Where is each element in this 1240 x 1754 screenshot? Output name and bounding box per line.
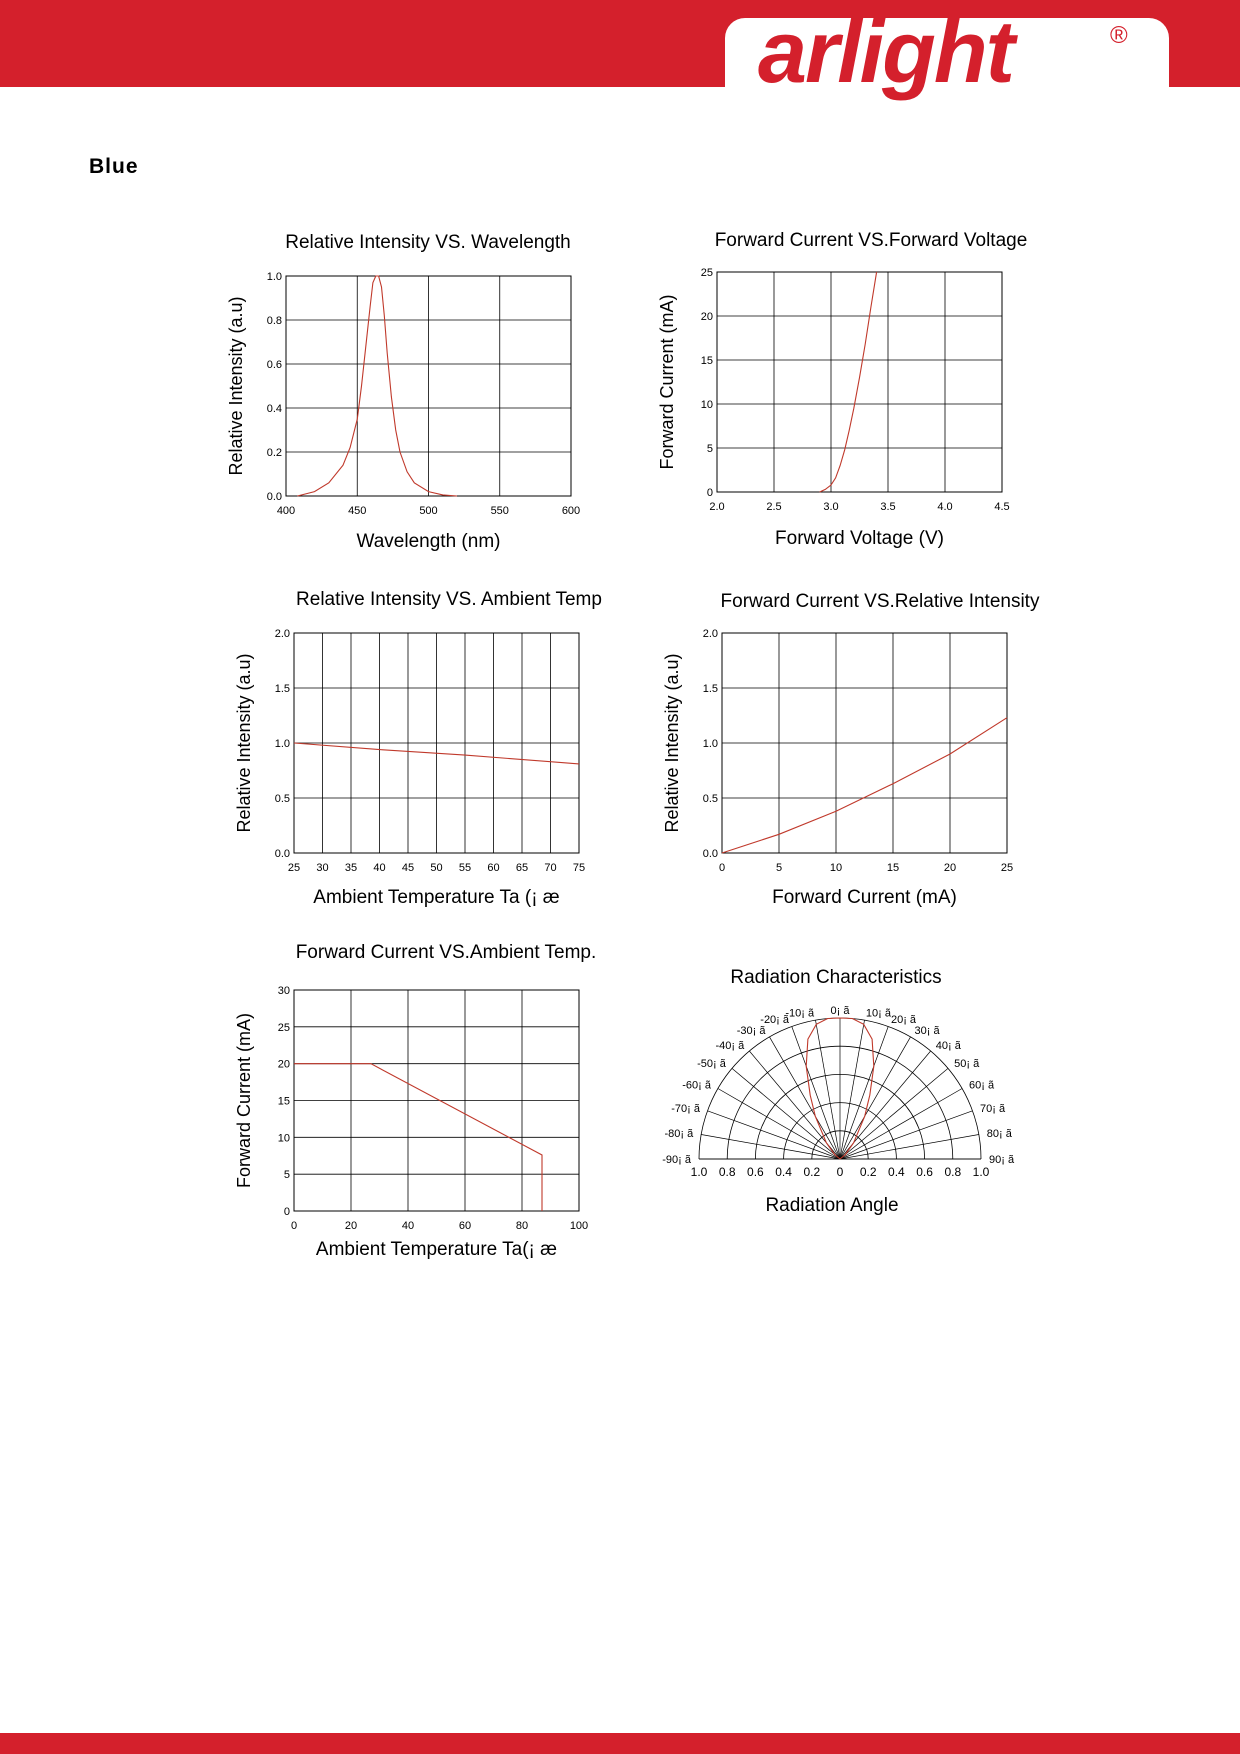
iv-series-line: [820, 272, 877, 492]
radiation-angle-label: 0¡ ã: [830, 1005, 850, 1017]
temp_intensity-xtick-label: 50: [430, 862, 443, 874]
temp_intensity-xtick-label: 25: [287, 862, 301, 874]
temp_intensity-xtick-label: 75: [572, 862, 586, 874]
wavelength-ytick-label: 0.4: [266, 403, 282, 415]
temp_intensity-xtick-label: 35: [344, 862, 358, 874]
wavelength-xtick-label: 400: [276, 505, 296, 517]
derating-xtick-label: 20: [344, 1220, 358, 1232]
radiation-title: Radiation Characteristics: [730, 967, 942, 988]
current_intensity-xtick-label: 5: [775, 862, 783, 874]
temp_intensity-ylabel: Relative Intensity (a.u): [234, 653, 254, 833]
iv-title: Forward Current VS.Forward Voltage: [714, 230, 1028, 251]
iv-ytick-label: 0: [706, 487, 713, 499]
wavelength-title: Relative Intensity VS. Wavelength: [285, 232, 571, 253]
current_intensity-series-line: [722, 718, 1007, 853]
iv-xtick-label: 2.0: [709, 501, 725, 513]
iv-xlabel: Forward Voltage (V): [775, 528, 944, 549]
temp_intensity-ytick-label: 2.0: [274, 628, 290, 640]
derating-xtick-label: 60: [458, 1220, 472, 1232]
current_intensity-xtick-label: 20: [943, 862, 957, 874]
radiation-angle-label: 50¡ ã: [954, 1058, 980, 1071]
radiation-angle-label: 90¡ ã: [989, 1154, 1015, 1166]
current_intensity-xtick-label: 15: [886, 862, 900, 874]
iv-xtick-label: 4.0: [937, 501, 953, 513]
wavelength-xtick-label: 550: [490, 505, 509, 517]
current_intensity-title: Forward Current VS.Relative Intensity: [720, 591, 1040, 612]
radiation-angle-label: -20¡ ã: [760, 1013, 790, 1026]
radiation-radial-label: 0.8: [718, 1165, 736, 1179]
radiation-angle-label: -40¡ ã: [715, 1039, 745, 1052]
derating-ytick-label: 0: [283, 1206, 290, 1218]
radiation-angle-label: 60¡ ã: [969, 1079, 995, 1092]
radiation-angle-label: -10¡ ã: [785, 1007, 815, 1020]
derating-ylabel: Forward Current (mA): [234, 1012, 254, 1189]
derating-title: Forward Current VS.Ambient Temp.: [295, 942, 597, 963]
iv-ytick-label: 25: [700, 267, 713, 279]
radiation-angle-label: -60¡ ã: [682, 1079, 711, 1092]
radiation-angle-label: 20¡ ã: [890, 1013, 917, 1026]
radiation-radial-label: 1.0: [972, 1165, 990, 1179]
radiation-angle-label: -90¡ ã: [662, 1154, 691, 1166]
wavelength-ytick-label: 0.8: [266, 315, 282, 327]
iv-ytick-label: 20: [700, 311, 713, 323]
temp_intensity-xtick-label: 65: [515, 862, 529, 874]
radiation-radial-label: 0.2: [859, 1165, 877, 1179]
temp_intensity-xtick-label: 70: [544, 862, 557, 874]
derating-ytick-label: 25: [277, 1021, 290, 1034]
derating-xtick-label: 0: [290, 1220, 298, 1232]
derating-ytick-label: 5: [283, 1169, 290, 1182]
radiation-radial-label: 0.4: [888, 1165, 905, 1179]
temp_intensity-title: Relative Intensity VS. Ambient Temp: [296, 589, 602, 610]
radiation-angle-label: 30¡ ã: [914, 1024, 940, 1037]
radiation-radial-label: 1.0: [690, 1165, 708, 1179]
derating-xlabel: Ambient Temperature Ta(¡ æ: [315, 1239, 558, 1260]
wavelength-ylabel: Relative Intensity (a.u): [226, 296, 246, 476]
iv-ytick-label: 10: [700, 399, 713, 411]
section-title: Blue: [89, 155, 139, 178]
radiation-angle-label: -30¡ ã: [736, 1024, 766, 1037]
temp_intensity-ytick-label: 1.0: [274, 738, 290, 750]
iv-ytick-label: 5: [706, 443, 713, 455]
current_intensity-ytick-label: 0.5: [702, 793, 718, 805]
current_intensity-ylabel: Relative Intensity (a.u): [662, 653, 682, 833]
wavelength-xtick-label: 450: [348, 505, 367, 517]
radiation-radial-label: 0: [836, 1165, 844, 1179]
current_intensity-ytick-label: 1.5: [702, 683, 718, 695]
derating-ytick-label: 10: [277, 1132, 290, 1145]
wavelength-xlabel: Wavelength (nm): [356, 531, 501, 552]
wavelength-series-line: [297, 276, 457, 496]
temp_intensity-xtick-label: 30: [316, 862, 329, 874]
radiation-angle-label: -50¡ ã: [697, 1058, 726, 1071]
iv-ylabel: Forward Current (mA): [657, 294, 677, 470]
wavelength-xtick-label: 600: [561, 505, 581, 517]
current_intensity-ytick-label: 0.0: [702, 848, 718, 860]
current_intensity-ytick-label: 2.0: [702, 628, 718, 640]
radiation-radial-label: 0.6: [747, 1165, 764, 1179]
temp_intensity-xtick-label: 40: [373, 862, 386, 874]
derating-xtick-label: 40: [401, 1220, 415, 1232]
brand-logo: arlight: [758, 2, 1013, 101]
temp_intensity-xlabel: Ambient Temperature Ta (¡ æ: [313, 887, 560, 908]
radiation-angle-label: 80¡ ã: [986, 1128, 1012, 1141]
derating-xtick-label: 100: [569, 1220, 589, 1232]
current_intensity-ytick-label: 1.0: [702, 738, 718, 750]
radiation-angle-label: -80¡ ã: [664, 1128, 694, 1141]
derating-ytick-label: 30: [277, 985, 290, 997]
current_intensity-xlabel: Forward Current (mA): [772, 887, 957, 908]
footer-band: [0, 1733, 1240, 1754]
radiation-angle-label: 70¡ ã: [980, 1103, 1006, 1116]
derating-ytick-label: 15: [277, 1095, 290, 1108]
current_intensity-xtick-label: 25: [1000, 862, 1014, 874]
iv-plot-frame: [717, 272, 1002, 492]
temp_intensity-xtick-label: 45: [401, 862, 415, 874]
current_intensity-xtick-label: 0: [718, 862, 726, 874]
radiation-radial-label: 0.2: [803, 1165, 821, 1179]
current_intensity-xtick-label: 10: [829, 862, 843, 874]
wavelength-ytick-label: 1.0: [266, 271, 282, 283]
temp_intensity-ytick-label: 0.5: [274, 793, 290, 805]
derating-xtick-label: 80: [515, 1220, 529, 1232]
wavelength-ytick-label: 0.2: [266, 447, 282, 459]
registered-mark: ®: [1110, 22, 1128, 49]
temp_intensity-ytick-label: 1.5: [274, 683, 290, 695]
wavelength-xtick-label: 500: [419, 505, 438, 517]
radiation-radial-label: 0.4: [775, 1165, 792, 1179]
radiation-angle-label: 40¡ ã: [935, 1039, 961, 1052]
radiation-xlabel: Radiation Angle: [765, 1195, 899, 1216]
iv-xtick-label: 2.5: [766, 501, 782, 513]
derating-ytick-label: 20: [277, 1058, 290, 1071]
iv-ytick-label: 15: [700, 355, 713, 367]
temp_intensity-xtick-label: 60: [487, 862, 500, 874]
iv-xtick-label: 4.5: [994, 501, 1010, 513]
wavelength-ytick-label: 0.0: [266, 491, 282, 503]
iv-xtick-label: 3.5: [880, 501, 896, 513]
wavelength-ytick-label: 0.6: [266, 359, 282, 371]
radiation-angle-label: -70¡ ã: [671, 1103, 700, 1116]
temp_intensity-xtick-label: 55: [458, 862, 472, 874]
iv-xtick-label: 3.0: [823, 501, 839, 513]
radiation-radial-label: 0.6: [916, 1165, 933, 1179]
temp_intensity-ytick-label: 0.0: [274, 848, 290, 860]
radiation-radial-label: 0.8: [944, 1165, 962, 1179]
radiation-angle-label: 10¡ ã: [865, 1007, 891, 1020]
